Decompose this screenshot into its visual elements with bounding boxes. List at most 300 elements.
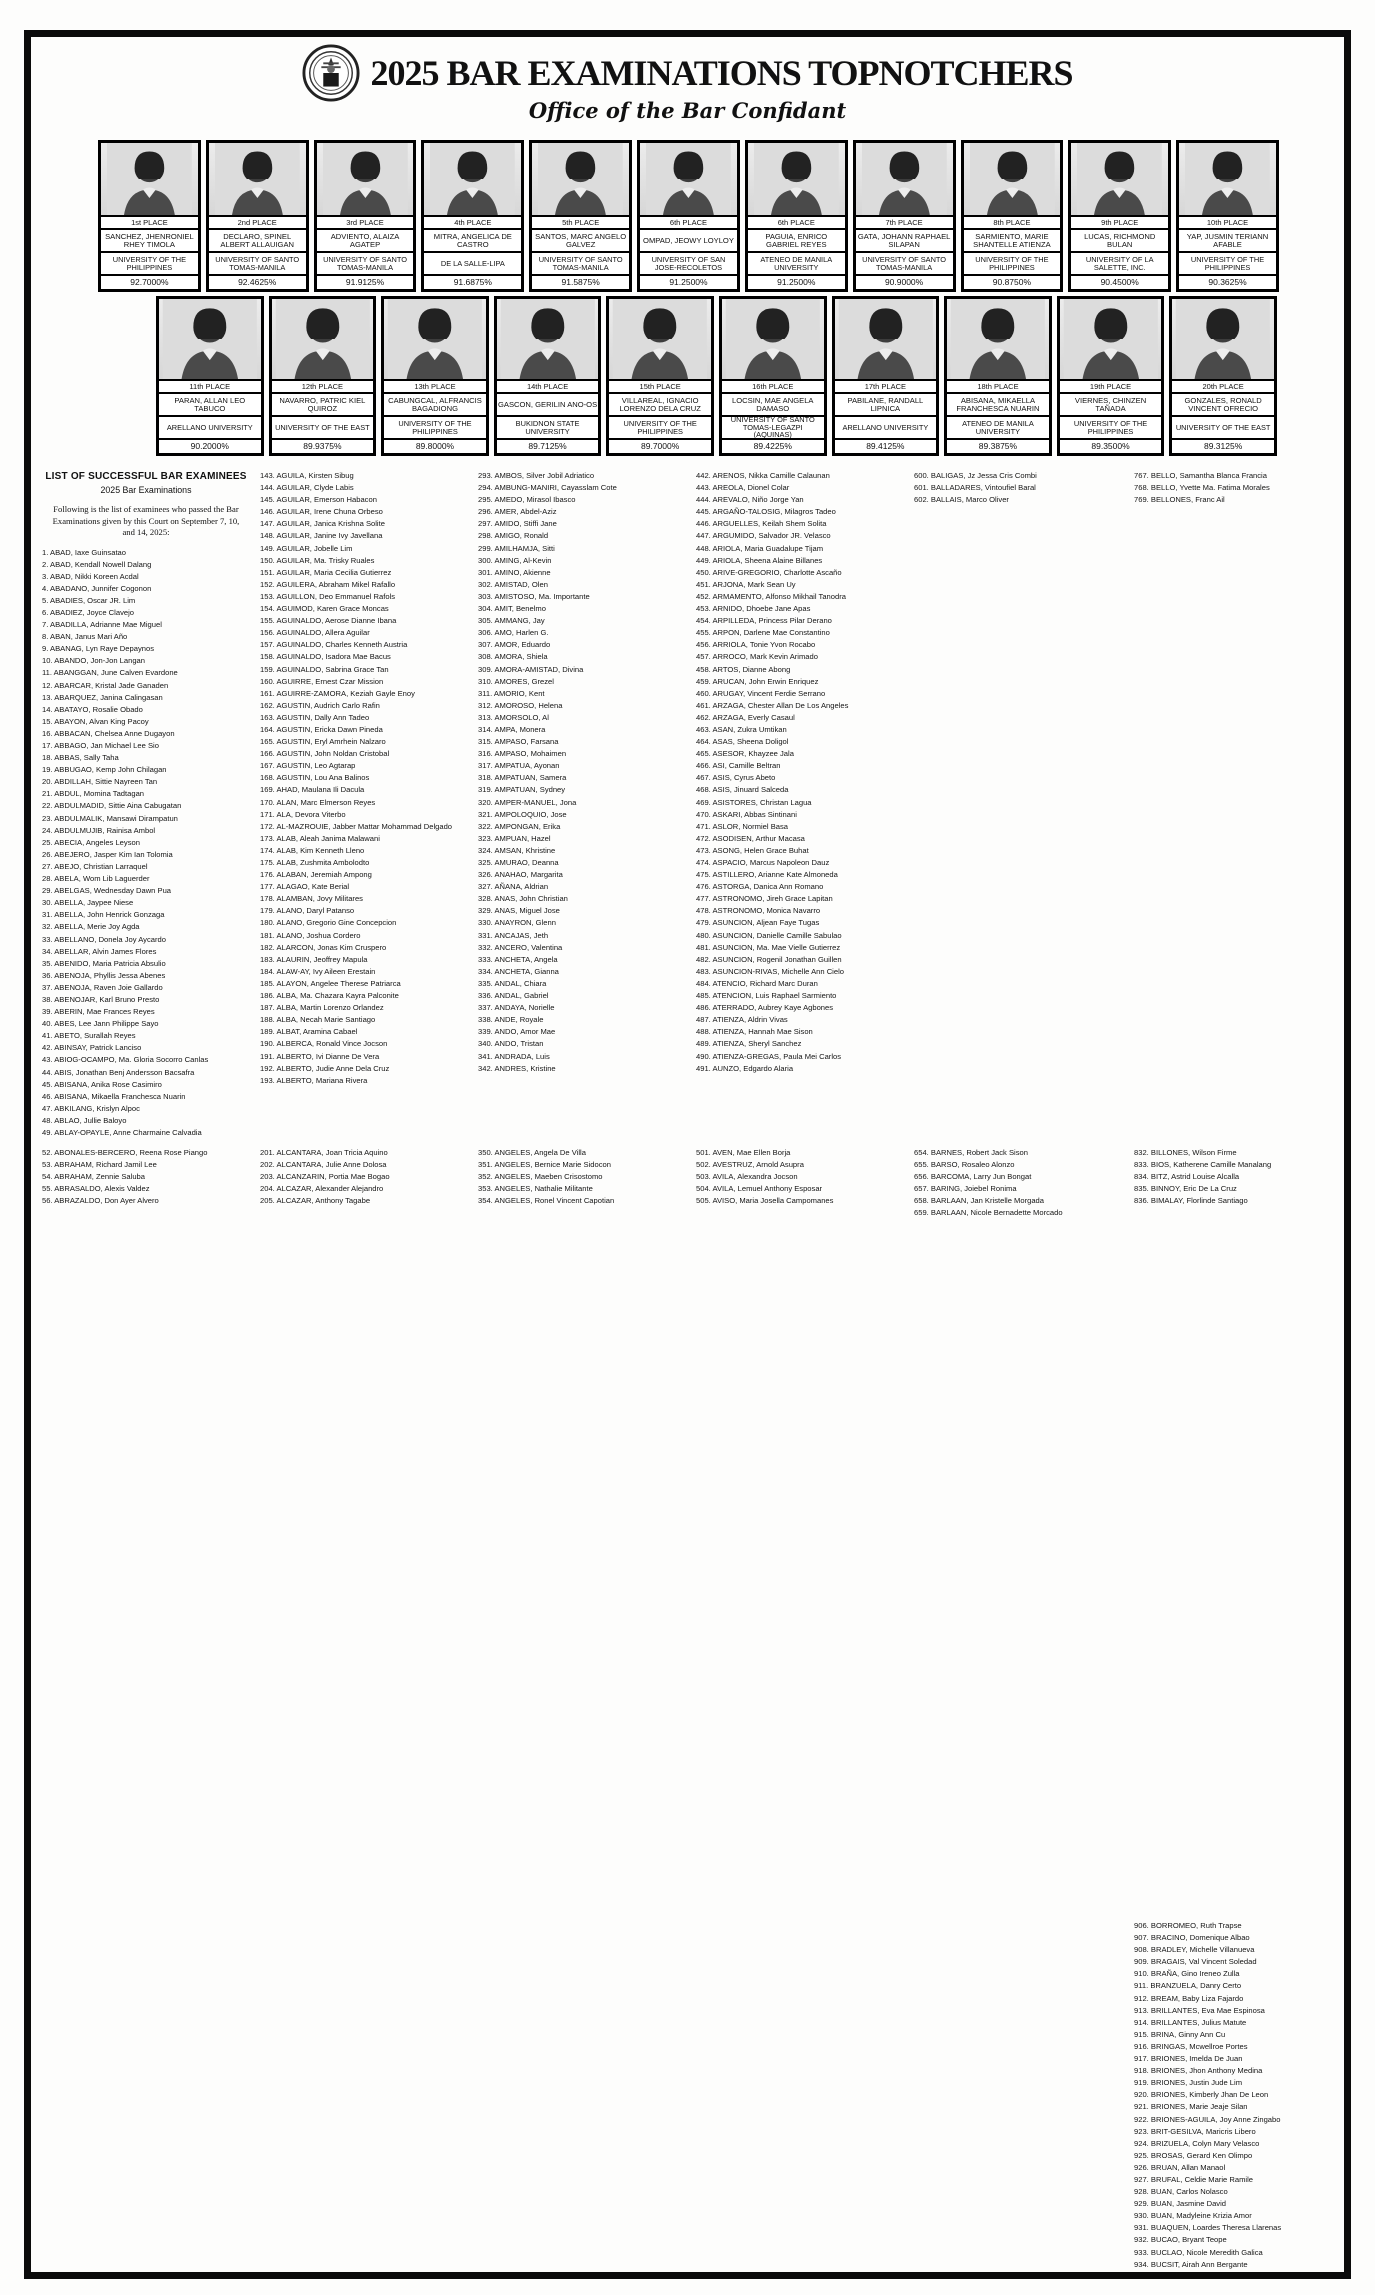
examinee-entry: 168. AGUSTIN, Lou Ana Balinos (260, 773, 370, 783)
topnotcher-rating: 91.2500% (748, 274, 845, 289)
examinee-entry: 314. AMPA, Monera (478, 724, 546, 734)
examinee-entry: 769. BELLONES, Franc Ail (1134, 495, 1225, 505)
examinee-entry: 150. AGUILAR, Ma. Trisky Ruales (260, 555, 375, 565)
examinee-entry: 601. BALLADARES, Vintoufiel Baral (914, 483, 1036, 493)
topnotcher-photo (159, 299, 261, 379)
examinee-entry: 157. AGUINALDO, Charles Kenneth Austria (260, 640, 408, 650)
examinee-entry: 143. AGUILA, Kirsten Sibug (260, 471, 354, 480)
topnotcher-name: MITRA, ANGELICA DE CASTRO (424, 228, 521, 251)
topnotcher-place: 18th PLACE (947, 379, 1049, 392)
topnotcher-photo (101, 143, 198, 215)
topnotcher-card (1169, 296, 1277, 456)
examinee-entry: 178. ALAMBAN, Jovy Militares (260, 894, 363, 904)
examinee-entry: 501. AVEN, Mae Ellen Borja (696, 1148, 791, 1157)
examinee-entry: 334. ANCHETA, Gianna (478, 966, 559, 976)
topnotcher-place: 16th PLACE (722, 379, 824, 392)
topnotcher-school: UNIVERSITY OF SANTO TOMAS-MANILA (317, 251, 414, 274)
topnotcher-place: 9th PLACE (1071, 215, 1168, 228)
examinee-entry: 923. BRIT-GESILVA, Maricris Libero (1134, 2126, 1256, 2136)
topnotcher-place: 8th PLACE (964, 215, 1061, 228)
examinee-entry: 491. AUNZO, Edgardo Alaria (696, 1063, 794, 1073)
examinee-entry: 448. ARIOLA, Maria Guadalupe Tijam (696, 543, 824, 553)
examinee-entry: 158. AGUINALDO, Isadora Mae Bacus (260, 652, 391, 662)
topnotcher-rating: 89.3125% (1172, 438, 1274, 453)
examinee-entry: 336. ANDAL, Gabriel (478, 991, 549, 1001)
examinee-entry: 179. ALANO, Daryl Patanso (260, 906, 355, 916)
examinee-entry: 175. ALAB, Zushmita Ambolodto (260, 858, 370, 867)
examinee-entry: 160. AGUIRRE, Ernest Czar Mission (260, 676, 384, 686)
examinee-entry: 916. BRINGAS, Mcwellroe Portes (1134, 2041, 1248, 2051)
topnotcher-school: UNIVERSITY OF THE PHILIPPINES (609, 415, 711, 438)
topnotcher-name: GATA, JOHANN RAPHAEL SILAPAN (856, 228, 953, 251)
topnotcher-card (206, 140, 309, 292)
examinee-entry: 320. AMPER-MANUEL, Jona (478, 797, 577, 807)
topnotcher-name: CABUNGCAL, ALFRANCIS BAGADIONG (384, 392, 486, 415)
examinee-entry: 462. ARZAGA, Everly Casaul (696, 712, 795, 722)
topnotcher-photo (272, 299, 374, 379)
examinee-entry: 54. ABRAHAM, Zennie Saluba (42, 1172, 145, 1182)
examinee-entry: 52. ABONALES-BERCERO, Reena Rose Piango (42, 1148, 208, 1157)
examinee-entry: 464. ASAS, Sheena Doligol (696, 737, 789, 747)
list-column (696, 465, 904, 2281)
examinee-entry: 8. ABAN, Janus Mari Año (42, 632, 128, 642)
examinee-entry: 326. ANAHAO, Margarita (478, 870, 563, 880)
topnotcher-card (98, 140, 201, 292)
examinee-entry: 444. AREVALO, Niño Jorge Yan (696, 495, 804, 505)
examinee-entry: 466. ASI, Camille Beltran (696, 761, 781, 771)
examinee-entry: 453. ARNIDO, Dhoebe Jane Apas (696, 604, 811, 614)
topnotcher-school: UNIVERSITY OF SANTO TOMAS-MANILA (209, 251, 306, 274)
examinee-list (42, 465, 1345, 2281)
examinee-entry: 929. BUAN, Jasmine David (1134, 2199, 1227, 2209)
topnotcher-place: 7th PLACE (856, 215, 953, 228)
examinee-entry: 6. ABADIEZ, Joyce Clavejo (42, 607, 135, 617)
examinee-entry: 933. BUCLAO, Nicole Meredith Galica (1134, 2247, 1263, 2257)
topnotcher-name: GONZALES, RONALD VINCENT OFRECIO (1172, 392, 1274, 415)
examinee-entry: 303. AMISTOSO, Ma. Importante (478, 591, 590, 601)
examinee-entry: 15. ABAYON, Alvan King Pacoy (42, 716, 149, 726)
topnotcher-card (1176, 140, 1279, 292)
examinee-entry: 161. AGUIRRE-ZAMORA, Keziah Gayle Enoy (260, 688, 415, 698)
examinee-entry: 40. ABES, Lee Jann Philippe Sayo (42, 1019, 159, 1029)
topnotcher-name: SANTOS, MARC ANGELO GALVEZ (532, 228, 629, 251)
poster-header (0, 44, 1375, 123)
examinee-entry: 324. AMSAN, Khristine (478, 845, 556, 855)
topnotcher-school: UNIVERSITY OF SAN JOSE-RECOLETOS (640, 251, 737, 274)
topnotcher-rating: 90.4500% (1071, 274, 1168, 289)
list-segment (914, 1147, 1122, 1220)
examinee-entry: 918. BRIONES, Jhon Anthony Medina (1134, 2066, 1263, 2076)
examinee-entry: 153. AGUILLON, Deo Emmanuel Rafols (260, 591, 396, 601)
list-heading: LIST OF SUCCESSFUL BAR EXAMINEES (45, 471, 247, 482)
list-segment (914, 470, 1122, 506)
topnotcher-name: PAGUIA, ENRICO GABRIEL REYES (748, 228, 845, 251)
examinee-entry: 909. BRAGAIS, Val Vincent Soledad (1134, 1957, 1257, 1967)
topnotcher-rating: 89.8000% (384, 438, 486, 453)
examinee-entry: 3. ABAD, Nikki Koreen Acdal (42, 571, 139, 581)
examinee-entry: 192. ALBERTO, Judie Anne Dela Cruz (260, 1063, 390, 1073)
examinee-entry: 297. AMIDO, Stiffi Jane (478, 519, 557, 529)
topnotcher-name: VIERNES, CHINZEN TAÑADA (1060, 392, 1162, 415)
examinee-entry: 14. ABATAYO, Rosalie Obado (42, 704, 143, 714)
examinee-entry: 180. ALANO, Gregorio Gine Concepcion (260, 918, 397, 928)
examinee-entry: 322. AMPONGAN, Erika (478, 821, 561, 831)
examinee-entry: 476. ASTORGA, Danica Ann Romano (696, 882, 824, 892)
examinee-entry: 658. BARLAAN, Jan Kristelle Morgada (914, 1196, 1045, 1206)
examinee-entry: 172. AL-MAZROUIE, Jabber Mattar Mohammad Delgado (260, 821, 453, 831)
examinee-entry: 173. ALAB, Aleah Janima Malawani (260, 833, 380, 843)
topnotcher-photo (640, 143, 737, 215)
topnotcher-place: 6th PLACE (748, 215, 845, 228)
examinee-entry: 42. ABINSAY, Patrick Lanciso (42, 1043, 142, 1053)
list-intro: Following is the list of examinees who passed the Bar Examinations given by this Court on September 7, 10, and 14, 2025: (52, 504, 240, 537)
examinee-entry: 22. ABDULMADID, Sittie Aina Cabugatan (42, 801, 182, 811)
examinee-entry: 174. ALAB, Kim Kenneth Lleno (260, 845, 365, 855)
examinee-entry: 177. ALAGAO, Kate Berial (260, 882, 350, 892)
examinee-entry: 459. ARUCAN, John Erwin Enriquez (696, 676, 819, 686)
topnotcher-school: UNIVERSITY OF SANTO TOMAS-LEGAZPI (AQUINAS) (722, 415, 824, 438)
topnotcher-card (961, 140, 1064, 292)
list-column (478, 465, 686, 2281)
topnotcher-school: UNIVERSITY OF THE EAST (272, 415, 374, 438)
examinee-entry: 2. ABAD, Kendall Nowell Dalang (42, 559, 152, 569)
examinee-entry: 1. ABAD, Iaxe Guinsatao (42, 547, 127, 557)
examinee-entry: 921. BRIONES, Marie Jeaje Silan (1134, 2102, 1248, 2112)
examinee-entry: 10. ABANDO, Jon-Jon Langan (42, 656, 146, 666)
examinee-entry: 931. BUAQUEN, Loardes Theresa Llarenas (1134, 2223, 1282, 2233)
examinee-entry: 469. ASISTORES, Christan Lagua (696, 797, 812, 807)
examinee-entry: 190. ALBERCA, Ronald Vince Jocson (260, 1039, 388, 1049)
list-subheading: 2025 Bar Examinations (100, 485, 192, 495)
list-segment (696, 470, 904, 1075)
topnotcher-photo (209, 143, 306, 215)
examinee-entry: 333. ANCHETA, Angela (478, 954, 558, 964)
examinee-entry: 488. ATIENZA, Hannah Mae Sison (696, 1027, 813, 1037)
list-segment (1134, 1147, 1342, 1207)
examinee-entry: 203. ALCANZARIN, Portia Mae Bogao (260, 1172, 390, 1182)
examinee-entry: 924. BRIZUELA, Colyn Mary Velasco (1134, 2138, 1260, 2148)
examinee-entry: 24. ABDULMUJIB, Rainisa Ambol (42, 825, 156, 835)
topnotcher-school: UNIVERSITY OF THE PHILIPPINES (1060, 415, 1162, 438)
topnotcher-name: SANCHEZ, JHENRONIEL RHEY TIMOLA (101, 228, 198, 251)
topnotcher-school: BUKIDNON STATE UNIVERSITY (497, 415, 599, 438)
list-column (260, 465, 468, 2281)
topnotcher-name: NAVARRO, PATRIC KIEL QUIROZ (272, 392, 374, 415)
topnotcher-name: LOCSIN, MAE ANGELA DAMASO (722, 392, 824, 415)
examinee-entry: 7. ABADILLA, Adrianne Mae Miguel (42, 620, 162, 630)
examinee-entry: 912. BREAM, Baby Liza Fajardo (1134, 1993, 1244, 2003)
examinee-entry: 319. AMPATUAN, Sydney (478, 785, 566, 795)
examinee-entry: 32. ABELLA, Merie Joy Agda (42, 922, 140, 932)
examinee-entry: 317. AMPATUA, Ayonan (478, 761, 560, 771)
topnotcher-photo (1179, 143, 1276, 215)
examinee-entry: 479. ASUNCION, Aljean Faye Tugas (696, 918, 820, 928)
examinee-entry: 484. ATENCIO, Richard Marc Duran (696, 978, 818, 988)
examinee-entry: 602. BALLAIS, Marco Oliver (914, 495, 1009, 505)
topnotcher-rating: 89.4125% (835, 438, 937, 453)
examinee-entry: 9. ABANAG, Lyn Raye Depaynos (42, 644, 154, 654)
examinee-entry: 450. ARIVE-GREGORIO, Charlotte Ascaño (696, 567, 842, 577)
list-column (42, 465, 250, 2281)
examinee-entry: 201. ALCANTARA, Joan Tricia Aquino (260, 1148, 388, 1157)
topnotcher-name: LUCAS, RICHMOND BULAN (1071, 228, 1168, 251)
examinee-entry: 181. ALANO, Joshua Cordero (260, 930, 361, 940)
examinee-entry: 465. ASESOR, Khayzee Jala (696, 749, 794, 759)
examinee-entry: 44. ABIS, Jonathan Benj Andersson Bacsafra (42, 1067, 195, 1077)
topnotcher-card (719, 296, 827, 456)
examinee-entry: 154. AGUIMOD, Karen Grace Moncas (260, 604, 389, 614)
examinee-entry: 451. ARJONA, Mark Sean Uy (696, 579, 796, 589)
examinee-entry: 505. AVISO, Maria Josella Campomanes (696, 1196, 834, 1206)
examinee-entry: 26. ABEJERO, Jasper Kim Ian Tolomia (42, 849, 173, 859)
examinee-entry: 187. ALBA, Martin Lorenzo Orlandez (260, 1003, 384, 1013)
topnotcher-school: UNIVERSITY OF THE EAST (1172, 415, 1274, 438)
examinee-entry: 321. AMPOLOQUIO, Jose (478, 809, 567, 819)
examinee-entry: 156. AGUINALDO, Allera Aguilar (260, 628, 370, 638)
examinee-entry: 454. ARPILLEDA, Princess Pilar Derano (696, 616, 832, 626)
examinee-entry: 166. AGUSTIN, John Noldan Cristobal (260, 749, 390, 759)
topnotcher-photo (856, 143, 953, 215)
examinee-entry: 922. BRIONES-AGUILA, Joy Anne Zingabo (1134, 2114, 1281, 2124)
examinee-entry: 350. ANGELES, Angela De Villa (478, 1148, 586, 1157)
list-segment (1134, 470, 1342, 506)
topnotcher-rating: 89.4225% (722, 438, 824, 453)
list-column (1134, 465, 1342, 2281)
examinee-entry: 163. AGUSTIN, Dally Ann Tadeo (260, 712, 370, 722)
examinee-entry: 329. ANAS, Miguel Jose (478, 906, 560, 916)
examinee-entry: 36. ABENOJA, Phyllis Jessa Abenes (42, 970, 166, 980)
examinee-entry: 149. AGUILAR, Jobelle Lim (260, 543, 353, 553)
topnotcher-name: VILLAREAL, IGNACIO LORENZO DELA CRUZ (609, 392, 711, 415)
topnotcher-place: 12th PLACE (272, 379, 374, 392)
topnotcher-name: GASCON, GERILIN ANO-OS (497, 392, 599, 415)
examinee-entry: 833. BIOS, Katherene Camille Manalang (1134, 1160, 1272, 1170)
topnotcher-name: YAP, JUSMIN TERIANN AFABLE (1179, 228, 1276, 251)
list-segment (42, 471, 250, 1139)
topnotcher-name: SARMIENTO, MARIE SHANTELLE ATIENZA (964, 228, 1061, 251)
examinee-entry: 316. AMPASO, Mohaimen (478, 749, 567, 759)
examinee-entry: 485. ATENCION, Luis Raphael Sarmiento (696, 991, 837, 1001)
supreme-court-seal-icon (302, 44, 360, 102)
topnotcher-photo (497, 299, 599, 379)
examinee-entry: 34. ABELLAR, Alvin James Flores (42, 946, 157, 956)
examinee-entry: 294. AMBUNG-MANIRI, Cayasslam Cote (478, 483, 617, 493)
examinee-entry: 463. ASAN, Zukra Umtikan (696, 724, 787, 734)
examinee-entry: 304. AMIT, Benelmo (478, 604, 546, 614)
topnotcher-place: 4th PLACE (424, 215, 521, 228)
topnotcher-rating: 89.3875% (947, 438, 1049, 453)
examinee-entry: 487. ATIENZA, Aldrin Vivas (696, 1015, 788, 1025)
topnotcher-name: PARAN, ALLAN LEO TABUCO (159, 392, 261, 415)
topnotcher-rating: 89.7125% (497, 438, 599, 453)
topnotcher-school: ATENEO DE MANILA UNIVERSITY (947, 415, 1049, 438)
examinee-entry: 46. ABISANA, Mikaella Franchesca Nuarin (42, 1091, 186, 1101)
examinee-entry: 489. ATIENZA, Sheryl Sanchez (696, 1039, 802, 1049)
topnotcher-school: UNIVERSITY OF THE PHILIPPINES (1179, 251, 1276, 274)
topnotcher-school: UNIVERSITY OF THE PHILIPPINES (101, 251, 198, 274)
examinee-entry: 481. ASUNCION, Ma. Mae Vielle Gutierrez (696, 942, 841, 952)
examinee-entry: 295. AMEDO, Mirasol Ibasco (478, 495, 576, 505)
examinee-entry: 446. ARGUELLES, Keilah Shem Solita (696, 519, 827, 529)
examinee-entry: 45. ABISANA, Anika Rose Casimiro (42, 1079, 162, 1089)
examinee-entry: 928. BUAN, Carlos Nolasco (1134, 2187, 1228, 2197)
examinee-entry: 351. ANGELES, Bernice Marie Sidocon (478, 1160, 611, 1170)
list-segment (260, 1147, 468, 1207)
examinee-entry: 308. AMORA, Shiela (478, 652, 548, 662)
examinee-entry: 39. ABERIN, Mae Frances Reyes (42, 1007, 155, 1017)
examinee-entry: 176. ALABAN, Jeremiah Ampong (260, 870, 372, 880)
examinee-entry: 457. ARROCO, Mark Kevin Arimado (696, 652, 818, 662)
topnotcher-rating: 89.3500% (1060, 438, 1162, 453)
topnotcher-card (606, 296, 714, 456)
topnotcher-photo (964, 143, 1061, 215)
examinee-entry: 478. ASTRONOMO, Monica Navarro (696, 906, 821, 916)
topnotcher-school: UNIVERSITY OF LA SALETTE, INC. (1071, 251, 1168, 274)
examinee-entry: 184. ALAW-AY, Ivy Aileen Erestain (260, 966, 376, 976)
examinee-entry: 306. AMO, Harlen G. (478, 628, 549, 638)
examinee-entry: 458. ARTOS, Dianne Abong (696, 664, 791, 674)
list-column (914, 465, 1122, 2281)
examinee-entry: 188. ALBA, Necah Marie Santiago (260, 1015, 376, 1025)
topnotcher-rating: 92.7000% (101, 274, 198, 289)
topnotchers-row-1 (98, 140, 1279, 292)
examinee-entry: 910. BRAÑA, Gino Ireneo Zulla (1134, 1969, 1240, 1979)
examinee-entry: 53. ABRAHAM, Richard Jamil Lee (42, 1160, 157, 1170)
topnotcher-name: ABISANA, MIKAELLA FRANCHESCA NUARIN (947, 392, 1049, 415)
examinee-entry: 502. AVESTRUZ, Arnold Asupra (696, 1160, 804, 1170)
examinee-entry: 913. BRILLANTES, Eva Mae Espinosa (1134, 2005, 1265, 2015)
poster-subtitle: Office of the Bar Confidant (528, 98, 847, 123)
topnotcher-photo (1172, 299, 1274, 379)
examinee-entry: 35. ABENIDO, Maria Patricia Absulio (42, 958, 166, 968)
examinee-entry: 152. AGUILERA, Abraham Mikel Rafallo (260, 579, 396, 589)
topnotcher-place: 15th PLACE (609, 379, 711, 392)
examinee-entry: 38. ABENOJAR, Karl Bruno Presto (42, 994, 160, 1004)
examinee-entry: 169. AHAD, Maulana Ili Dacula (260, 785, 365, 795)
topnotcher-place: 20th PLACE (1172, 379, 1274, 392)
examinee-entry: 332. ANCERO, Valentina (478, 942, 563, 952)
examinee-entry: 19. ABBUGAO, Kemp John Chilagan (42, 765, 167, 775)
examinee-entry: 445. ARGAÑO-TALOSIG, Milagros Tadeo (696, 507, 836, 517)
examinee-entry: 908. BRADLEY, Michelle Villanueva (1134, 1945, 1255, 1955)
examinee-entry: 447. ARGUMIDO, Salvador JR. Velasco (696, 531, 831, 541)
topnotcher-card (529, 140, 632, 292)
examinee-entry: 167. AGUSTIN, Leo Agtarap (260, 761, 356, 771)
topnotcher-place: 2nd PLACE (209, 215, 306, 228)
examinee-entry: 28. ABELA, Wom Lib Laguerder (42, 874, 150, 884)
examinee-entry: 25. ABECIA, Angeles Leyson (42, 837, 140, 847)
examinee-entry: 473. ASONG, Helen Grace Buhat (696, 845, 809, 855)
examinee-entry: 21. ABDUL, Momina Tadtagan (42, 789, 145, 799)
examinee-entry: 47. ABKILANG, Krislyn Alpoc (42, 1103, 140, 1113)
examinee-entry: 31. ABELLA, John Henrick Gonzaga (42, 910, 165, 920)
examinee-entry: 354. ANGELES, Ronel Vincent Capotian (478, 1196, 615, 1206)
examinee-entry: 56. ABRAZALDO, Don Ayer Alvero (42, 1196, 159, 1206)
examinee-entry: 482. ASUNCION, Rogenil Jonathan Guillen (696, 954, 842, 964)
examinee-entry: 907. BRACINO, Domenique Albao (1134, 1933, 1250, 1943)
examinee-entry: 205. ALCAZAR, Anthony Tagabe (260, 1196, 371, 1206)
examinee-entry: 29. ABELGAS, Wednesday Dawn Pua (42, 886, 172, 896)
examinee-entry: 927. BRUFAL, Celdie Marie Ramile (1134, 2174, 1254, 2184)
topnotcher-school: ARELLANO UNIVERSITY (159, 415, 261, 438)
topnotcher-school: UNIVERSITY OF SANTO TOMAS-MANILA (856, 251, 953, 274)
examinee-entry: 337. ANDAYA, Norielle (478, 1003, 555, 1013)
examinee-entry: 164. AGUSTIN, Ericka Dawn Pineda (260, 724, 383, 734)
examinee-entry: 768. BELLO, Yvette Ma. Fatima Morales (1134, 483, 1270, 493)
topnotcher-place: 10th PLACE (1179, 215, 1276, 228)
examinee-entry: 932. BUCAO, Bryant Teope (1134, 2235, 1227, 2245)
examinee-entry: 834. BITZ, Astrid Louise Alcalla (1134, 1172, 1240, 1182)
examinee-entry: 296. AMER, Abdel-Aziz (478, 507, 557, 517)
examinee-entry: 656. BARCOMA, Larry Jun Bongat (914, 1172, 1032, 1182)
topnotcher-photo (384, 299, 486, 379)
examinee-entry: 48. ABLAO, Jullie Baloyo (42, 1115, 127, 1125)
topnotcher-rating: 89.9375% (272, 438, 374, 453)
examinee-entry: 171. ALA, Devora Viterbo (260, 809, 346, 819)
topnotcher-card (494, 296, 602, 456)
examinee-entry: 483. ASUNCION-RIVAS, Michelle Ann Cielo (696, 966, 844, 976)
topnotcher-card (381, 296, 489, 456)
examinee-entry: 293. AMBOS, Silver Jobil Adriatico (478, 471, 595, 480)
examinee-entry: 30. ABELLA, Jaypee Niese (42, 898, 134, 908)
examinee-entry: 340. ANDO, Tristan (478, 1039, 544, 1049)
examinee-entry: 312. AMOROSO, Helena (478, 700, 563, 710)
examinee-entry: 471. ASLOR, Normiel Basa (696, 821, 789, 831)
topnotcher-school: UNIVERSITY OF SANTO TOMAS-MANILA (532, 251, 629, 274)
examinee-entry: 11. ABANGGAN, June Calven Evardone (42, 668, 178, 678)
topnotcher-place: 13th PLACE (384, 379, 486, 392)
topnotcher-photo (317, 143, 414, 215)
topnotcher-card (1057, 296, 1165, 456)
topnotcher-school: ATENEO DE MANILA UNIVERSITY (748, 251, 845, 274)
examinee-entry: 41. ABETO, Surallah Reyes (42, 1031, 136, 1041)
examinee-entry: 27. ABEJO, Christian Larraquel (42, 861, 148, 871)
examinee-entry: 315. AMPASO, Farsana (478, 737, 559, 747)
examinee-entry: 159. AGUINALDO, Sabrina Grace Tan (260, 664, 389, 674)
examinee-entry: 915. BRINA, Ginny Ann Cu (1134, 2029, 1226, 2039)
examinee-entry: 43. ABIOG-OCAMPO, Ma. Gloria Socorro Canlas (42, 1055, 209, 1065)
examinee-entry: 452. ARMAMENTO, Alfonso Mikhail Tanodra (696, 591, 846, 601)
examinee-entry: 767. BELLO, Samantha Blanca Francia (1134, 471, 1267, 480)
examinee-entry: 5. ABADIES, Oscar JR. Lim (42, 595, 136, 605)
examinee-entry: 919. BRIONES, Justin Jude Lim (1134, 2078, 1243, 2088)
examinee-entry: 655. BARSO, Rosaleo Alonzo (914, 1160, 1015, 1170)
topnotcher-card (637, 140, 740, 292)
examinee-entry: 470. ASKARI, Abbas Sintinani (696, 809, 797, 819)
topnotcher-place: 3rd PLACE (317, 215, 414, 228)
examinee-entry: 460. ARUGAY, Vincent Ferdie Serrano (696, 688, 826, 698)
topnotcher-name: PABILANE, RANDALL LIPNICA (835, 392, 937, 415)
examinee-entry: 185. ALAYON, Angelee Therese Patriarca (260, 978, 401, 988)
examinee-entry: 302. AMISTAD, Olen (478, 579, 548, 589)
examinee-entry: 926. BRUAN, Allan Manaol (1134, 2162, 1226, 2172)
examinee-entry: 353. ANGELES, Nathalie Militante (478, 1184, 593, 1194)
list-segment (478, 470, 686, 1075)
examinee-entry: 183. ALAURIN, Jeoffrey Mapula (260, 954, 368, 964)
examinee-entry: 934. BUCSIT, Airah Ann Bergante (1134, 2259, 1248, 2269)
examinee-entry: 162. AGUSTIN, Audrich Carlo Rafin (260, 700, 380, 710)
examinee-entry: 155. AGUINALDO, Aerose Dianne Ibana (260, 616, 397, 626)
topnotcher-photo (424, 143, 521, 215)
examinee-entry: 299. AMILHAMJA, Sitti (478, 543, 555, 553)
topnotcher-photo (1071, 143, 1168, 215)
topnotcher-name: OMPAD, JEOWY LOYLOY (640, 228, 737, 251)
topnotcher-school: UNIVERSITY OF THE PHILIPPINES (964, 251, 1061, 274)
topnotcher-photo (835, 299, 937, 379)
topnotcher-card (314, 140, 417, 292)
examinee-entry: 189. ALBAT, Aramina Cabael (260, 1027, 358, 1037)
examinee-entry: 920. BRIONES, Kimberly Jhan De Leon (1134, 2090, 1269, 2100)
